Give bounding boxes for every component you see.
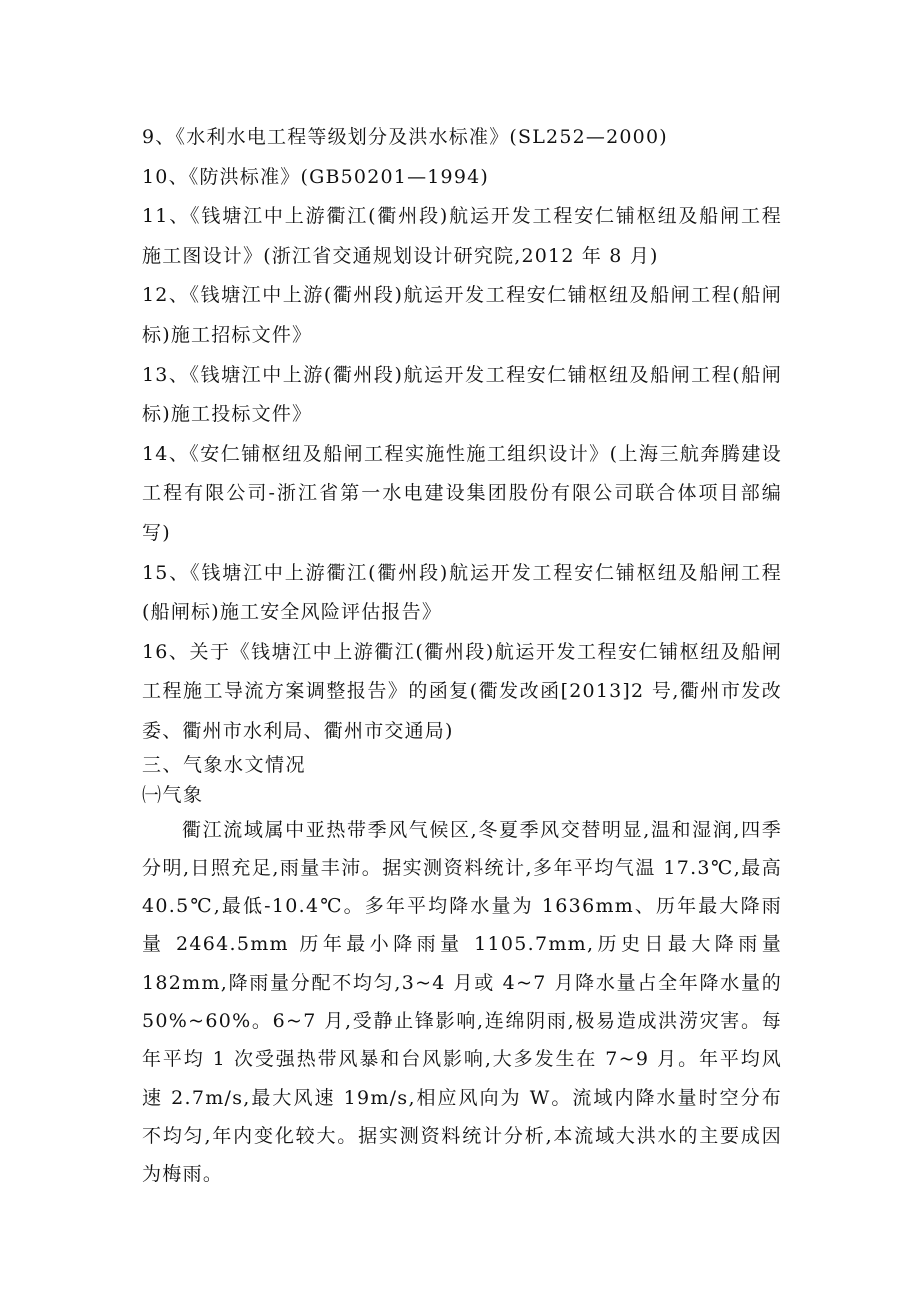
section-heading: 三、气象水文情况 bbox=[142, 753, 307, 776]
reference-item-11: 11、《钱塘江中上游衢江(衢州段)航运开发工程安仁铺枢纽及船闸工程施工图设计》(浙江省交通规划设计研究院,2012 年 8 月) bbox=[142, 205, 782, 267]
reference-item-9: 9、《水利水电工程等级划分及洪水标准》(SL252—2000) bbox=[142, 126, 668, 148]
reference-item-12: 12、《钱塘江中上游(衢州段)航运开发工程安仁铺枢纽及船闸工程(船闸标)施工招标文件》 bbox=[142, 284, 782, 346]
reference-item-15: 15、《钱塘江中上游衢江(衢州段)航运开发工程安仁铺枢纽及船闸工程(船闸标)施工安全风险评估报告》 bbox=[142, 561, 782, 624]
reference-item-13: 13、《钱塘江中上游(衢州段)航运开发工程安仁铺枢纽及船闸工程(船闸标)施工投标文件》 bbox=[142, 363, 782, 426]
climate-paragraph: 衢江流域属中亚热带季风气候区,冬夏季风交替明显,温和湿润,四季分明,日照充足,雨量丰沛。据实测资料统计,多年平均气温 17.3℃,最高 40.5℃,最低-10.4℃。多年平均降水量为 1636mm、历年最大降雨量 2464.5mm 历年最小降雨量 1105.7mm,历史日最大降雨量 182mm,降雨量分配不均匀,3~4 月或 4~7 月降水量占全年降水量的 50%~60%。6~7 月,受静止锋影响,连绵阴雨,极易造成洪涝灾害。每年平均 1 次受强热带风暴和台风影响,大多发生在 7~9 月。年平均风速 2.7m/s,最大风速 19m/s,相应风向为 W。流域内降水量时空分布不均匀,年内变化较大。据实测资料统计分析,本流域大洪水的主要成因为梅雨。 bbox=[142, 818, 782, 1186]
reference-item-16: 16、关于《钱塘江中上游衢江(衢州段)航运开发工程安仁铺枢纽及船闸工程施工导流方案调整报告》的函复(衢发改函[2013]2 号,衢州市发改委、衢州市水利局、衢州市交通局) bbox=[142, 640, 782, 742]
document-content bbox=[142, 118, 782, 1193]
reference-item-10: 10、《防洪标准》(GB50201—1994) bbox=[142, 165, 490, 188]
subsection-heading: ㈠气象 bbox=[142, 783, 204, 806]
reference-item-14: 14、《安仁铺枢纽及船闸工程实施性施工组织设计》(上海三航奔腾建设工程有限公司-浙江省第一水电建设集团股份有限公司联合体项目部编写) bbox=[142, 442, 782, 544]
